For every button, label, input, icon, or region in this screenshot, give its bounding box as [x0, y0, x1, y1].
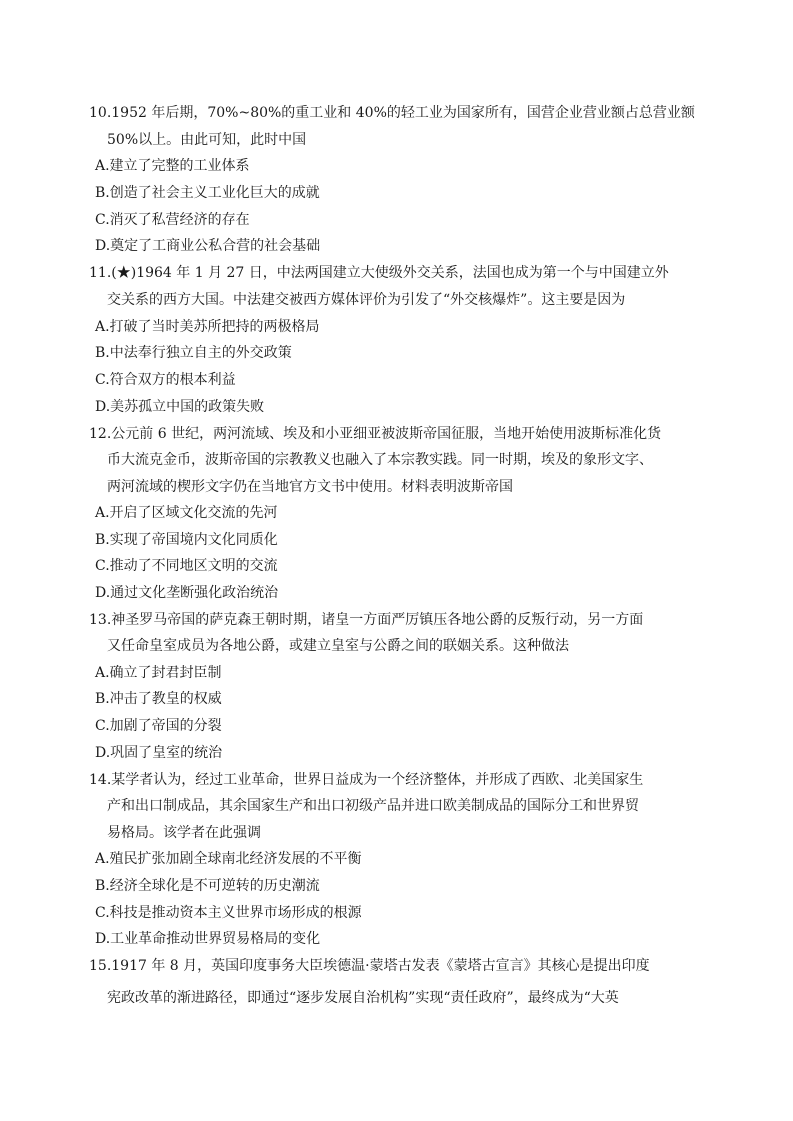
- question-10-option-c: C.消灭了私营经济的存在: [95, 212, 250, 228]
- question-14-option-d: D.工业革命推动世界贸易格局的变化: [95, 931, 321, 947]
- question-12-stem-line-3: 两河流域的楔形文字仍在当地官方文书中使用。材料表明波斯帝国: [107, 479, 513, 495]
- question-11-option-c: C.符合双方的根本利益: [95, 372, 236, 388]
- question-13-option-d: D.巩固了皇室的统治: [95, 745, 223, 761]
- question-14-option-c: C.科技是推动资本主义世界市场形成的根源: [95, 905, 362, 921]
- question-12-option-c: C.推动了不同地区文明的交流: [95, 558, 278, 574]
- question-15-stem-line-2: 宪政改革的渐进路径，即通过“逐步发展自治机构”实现“责任政府”，最终成为“大英: [107, 990, 619, 1006]
- question-13-stem-line-1: 13.神圣罗马帝国的萨克森王朝时期，诸皇一方面严厉镇压各地公爵的反叛行动，另一方面: [89, 612, 644, 628]
- question-13-option-b: B.冲击了教皇的权威: [95, 691, 222, 707]
- question-12-option-d: D.通过文化垄断强化政治统治: [95, 585, 279, 601]
- question-12-option-a: A.开启了区域文化交流的先河: [95, 505, 278, 521]
- question-11-option-b: B.中法奉行独立自主的外交政策: [95, 345, 292, 361]
- question-15-stem-line-1: 15.1917 年 8 月，英国印度事务大臣埃德温·蒙塔古发表《蒙塔古宣言》其核心是提出印度: [89, 958, 650, 974]
- question-13-option-a: A.确立了封君封臣制: [95, 665, 222, 681]
- question-14-stem-line-1: 14.某学者认为，经过工业革命，世界日益成为一个经济整体，并形成了西欧、北美国家生: [89, 772, 644, 788]
- question-11-option-d: D.美苏孤立中国的政策失败: [95, 399, 265, 415]
- question-10-option-b: B.创造了社会主义工业化巨大的成就: [95, 185, 320, 201]
- question-14-option-a: A.殖民扩张加剧全球南北经济发展的不平衡: [95, 851, 362, 867]
- question-13-stem-line-2: 又任命皇室成员为各地公爵，或建立皇室与公爵之间的联姻关系。这种做法: [107, 638, 569, 654]
- question-13-option-c: C.加剧了帝国的分裂: [95, 718, 222, 734]
- question-14-option-b: B.经济全球化是不可逆转的历史潮流: [95, 878, 320, 894]
- question-10-option-d: D.奠定了工商业公私合营的社会基础: [95, 238, 321, 254]
- question-10-stem-line-1: 10.1952 年后期，70%~80%的重工业和 40%的轻工业为国家所有，国营企业营业额占总营业额: [89, 105, 695, 121]
- question-10-stem-line-2: 50%以上。由此可知，此时中国: [107, 132, 307, 148]
- question-10-option-a: A.建立了完整的工业体系: [95, 158, 250, 174]
- question-11-stem-line-1: 11.(★)1964 年 1 月 27 日，中法两国建立大使级外交关系，法国也成为第一个与中国建立外: [89, 265, 669, 281]
- question-12-stem-line-2: 币大流克金币，波斯帝国的宗教教义也融入了本宗教实践。同一时期，埃及的象形文字、: [107, 452, 653, 468]
- question-11-option-a: A.打破了当时美苏所把持的两极格局: [95, 319, 320, 335]
- question-14-stem-line-2: 产和出口制成品，其余国家生产和出口初级产品并进口欧美制成品的国际分工和世界贸: [107, 798, 639, 814]
- question-11-stem-line-2: 交关系的西方大国。中法建交被西方媒体评价为引发了“外交核爆炸”。这主要是因为: [107, 292, 626, 308]
- question-14-stem-line-3: 易格局。该学者在此强调: [107, 825, 261, 841]
- question-12-option-b: B.实现了帝国境内文化同质化: [95, 532, 278, 548]
- question-12-stem-line-1: 12.公元前 6 世纪，两河流域、埃及和小亚细亚被波斯帝国征服，当地开始使用波斯标准化货: [89, 426, 662, 442]
